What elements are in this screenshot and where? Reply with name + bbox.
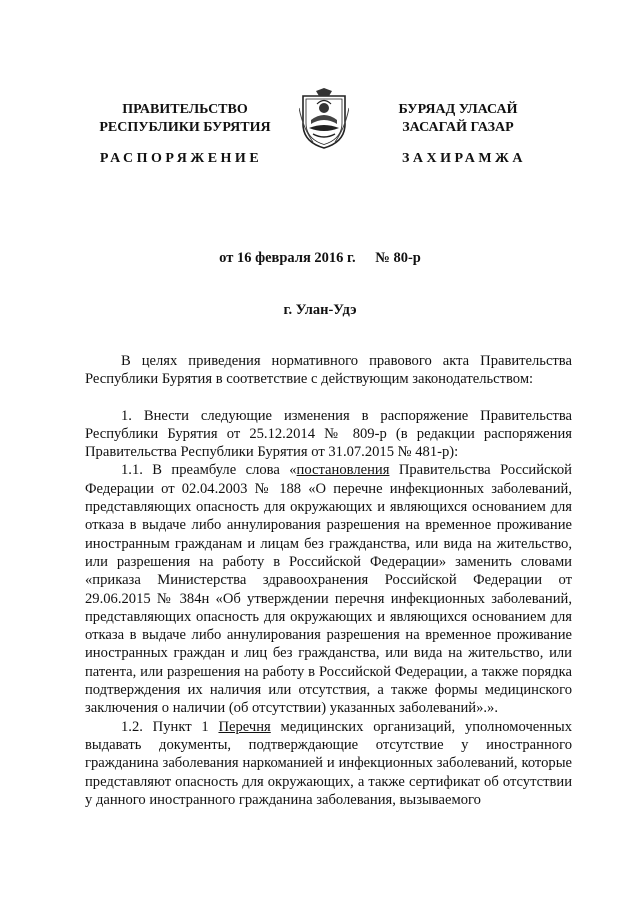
clause-1-1-text-rest: Правительства Российской Федерации от 02.04.2003 № 188 «О перечне инфекционных заболеваний, представляющих опасность для окружающих и являющихся основанием для отказа в выдаче либо аннулирования разрешения на временное проживание иностранным гражданам и лицам без гражданства, или вида на жительство, или разрешения на работу в Российской Федерации» заменить словами «приказа Министерства здравоохранения Российской Федерации от 29.06.2015 № 384н «Об утверждении перечня инфекционных заболеваний, представляющих опасность для окружающих и являющихся основанием для отказа в выдаче либо аннулирования разрешения на временное проживание иностранных граждан и лиц без гражданства, или вида на жительство, или патента, или разрешения на работу в Российской Федерации, а также порядка подтверждения их наличия или отсутствия, а также формы медицинского заключения о наличии (об отсутствии) указанных заболеваний».». [85,462,572,717]
document-body [85,352,572,809]
clause-1-2-paragraph [85,718,572,809]
government-title-bua [372,101,544,137]
document-type-ru: РАСПОРЯЖЕНИЕ [99,151,263,166]
perechnya-link[interactable]: Перечня [218,718,271,735]
coat-of-arms-icon [299,88,349,150]
document-number: № 80-р [375,250,421,266]
document-city: г. Улан-Удэ [283,302,357,318]
clause-1-1-paragraph [85,461,572,717]
government-title-bua-line1: БУРЯАД УЛАСАЙ [398,102,518,117]
clause-1-paragraph: 1. Внести следующие изменения в распоряжение Правительства Республики Бурятия от 25.12.2014 № 809-р (в редакции распоряжения Правительства Республики Бурятия от 31.07.2015 № 481-р): [85,407,572,461]
document-date: от 16 февраля 2016 г. [219,250,356,266]
document-type-bua: ЗАХИРАМЖА [401,151,527,166]
postanovleniya-link[interactable]: постановления [296,462,390,479]
clause-1-2-text-start: 1.2. Пункт 1 [121,718,219,735]
government-title-bua-line2: ЗАСАГАЙ ГАЗАР [402,120,514,135]
government-title-ru-line1: ПРАВИТЕЛЬСТВО [122,102,248,117]
preamble-paragraph: В целях приведения нормативного правового акта Правительства Республики Бурятия в соответствие с действующим законодательством: [85,353,572,388]
clause-1-2-text-rest: медицинских организаций, уполномоченных выдавать документы, подтверждающие отсутствие у иностранного гражданина заболевания наркоманией и инфекционных заболеваний, которые представляют опасность для окружающих, а также сертификат об отсутствии у данного иностранного гражданина заболевания, вызываемого [85,718,572,808]
government-title-ru-line2: РЕСПУБЛИКИ БУРЯТИЯ [99,120,271,135]
clause-1-1-text-start: 1.1. В преамбуле слова « [121,462,297,479]
document-date-line [0,250,640,267]
government-title-ru [90,101,280,137]
